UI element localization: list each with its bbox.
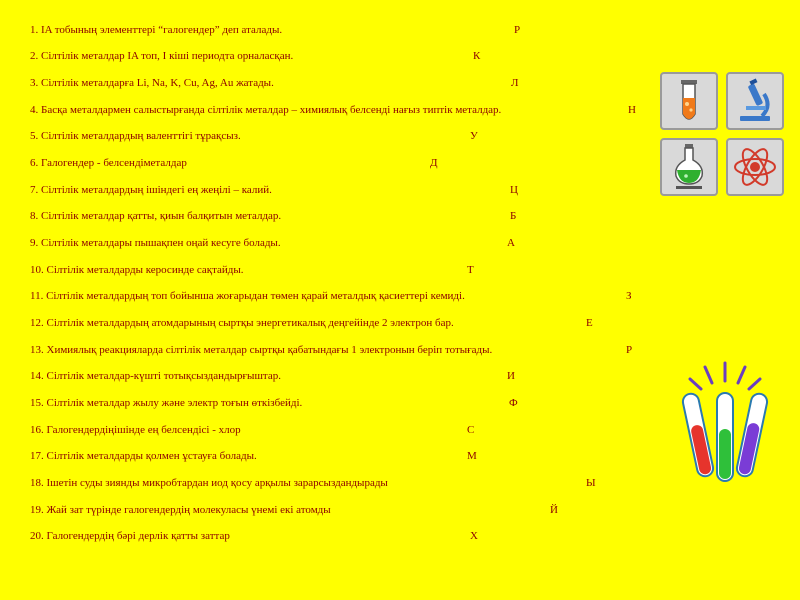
answer-letter: Е [586, 317, 593, 329]
answer-letter: И [507, 370, 515, 382]
list-item [0, 233, 800, 253]
statement-text: 14. Сілтілік металдар-күшті тотықсыздандырғыштар. [30, 370, 281, 382]
list-item [0, 500, 800, 520]
statement-text: 4. Басқа металдармен салыстырғанда сілтілік металдар – химиялық белсенді нағыз типтік металдар. [30, 104, 502, 116]
answer-letter: Т [467, 264, 474, 276]
statement-text: 6. Галогендер - белсендіметалдар [30, 157, 187, 169]
answer-letter: Ц [510, 184, 518, 196]
answer-letter: М [467, 450, 477, 462]
answer-letter: К [473, 50, 481, 62]
statement-text: 8. Сілтілік металдар қатты, қиын балқитын металдар. [30, 210, 282, 222]
list-item [0, 260, 800, 280]
answer-letter: Н [628, 104, 636, 116]
statement-text: 12. Сілтілік металдардың атомдарының сыртқы энергетикалық деңгейінде 2 электрон бар. [30, 317, 454, 329]
statement-text: 11. Сілтілік металдардың топ бойынша жоғарыдан төмен қарай металдық қасиеттері кемиді. [30, 290, 465, 302]
statement-text: 1. IA тобының элементтері “галогендер” деп аталады. [30, 24, 283, 36]
statement-text: 15. Сілтілік металдар жылу және электр тоғын өткізбейді. [30, 397, 303, 409]
answer-letter: З [626, 290, 632, 302]
answer-letter: Ы [586, 477, 596, 489]
atom-icon [726, 138, 784, 196]
statement-text: 5. Сілтілік металдардың валенттігі тұрақсыз. [30, 130, 241, 142]
answer-letter: С [467, 424, 475, 436]
list-item [0, 206, 800, 226]
statement-text: 17. Сілтілік металдарды қолмен ұстауға болады. [30, 450, 257, 462]
answer-letter: А [507, 237, 515, 249]
test-tubes-icon [672, 353, 778, 493]
list-item [0, 313, 800, 333]
test-tube-icon [660, 72, 718, 130]
list-item [0, 526, 800, 546]
statement-text: 2. Сілтілік металдар IA топ, I кіші периодта орналасқан. [30, 50, 294, 62]
answer-letter: Л [511, 77, 519, 89]
answer-letter: Б [510, 210, 517, 222]
statement-text: 18. Ішетін суды зиянды микробтардан иод қосу арқылы зарарсыздандырады [30, 477, 388, 489]
statement-text: 7. Сілтілік металдардың ішіндегі ең жеңілі – калий. [30, 184, 272, 196]
science-icon-grid [660, 72, 786, 198]
statement-text: 16. Галогендердіңішінде ең белсендісі - хлор [30, 424, 241, 436]
answer-letter: Ф [509, 397, 518, 409]
answer-letter: Й [550, 504, 558, 516]
statement-text: 13. Химиялық реакцияларда сілтілік металдар сыртқы қабатындағы 1 электронын беріп тотығады. [30, 344, 493, 356]
answer-letter: У [470, 130, 478, 142]
statement-text: 20. Галогендердің бәрі дерлік қатты заттар [30, 530, 230, 542]
answer-letter: Р [626, 344, 633, 356]
statement-text: 19. Жай зат түрінде галогендердің молекуласы үнемі екі атомды [30, 504, 331, 516]
list-item [0, 286, 800, 306]
statement-text: 9. Сілтілік металдары пышақпен оңай кесуге болады. [30, 237, 281, 249]
list-item [0, 46, 800, 66]
answer-letter: Р [514, 24, 521, 36]
statement-text: 3. Сілтілік металдарға Li, Na, K, Cu, Ag, Au жатады. [30, 77, 274, 89]
list-item [0, 20, 800, 40]
answer-letter: Д [430, 157, 438, 169]
statement-text: 10. Сілтілік металдарды керосинде сақтайды. [30, 264, 244, 276]
answer-letter: Х [470, 530, 478, 542]
flask-icon [660, 138, 718, 196]
microscope-icon [726, 72, 784, 130]
